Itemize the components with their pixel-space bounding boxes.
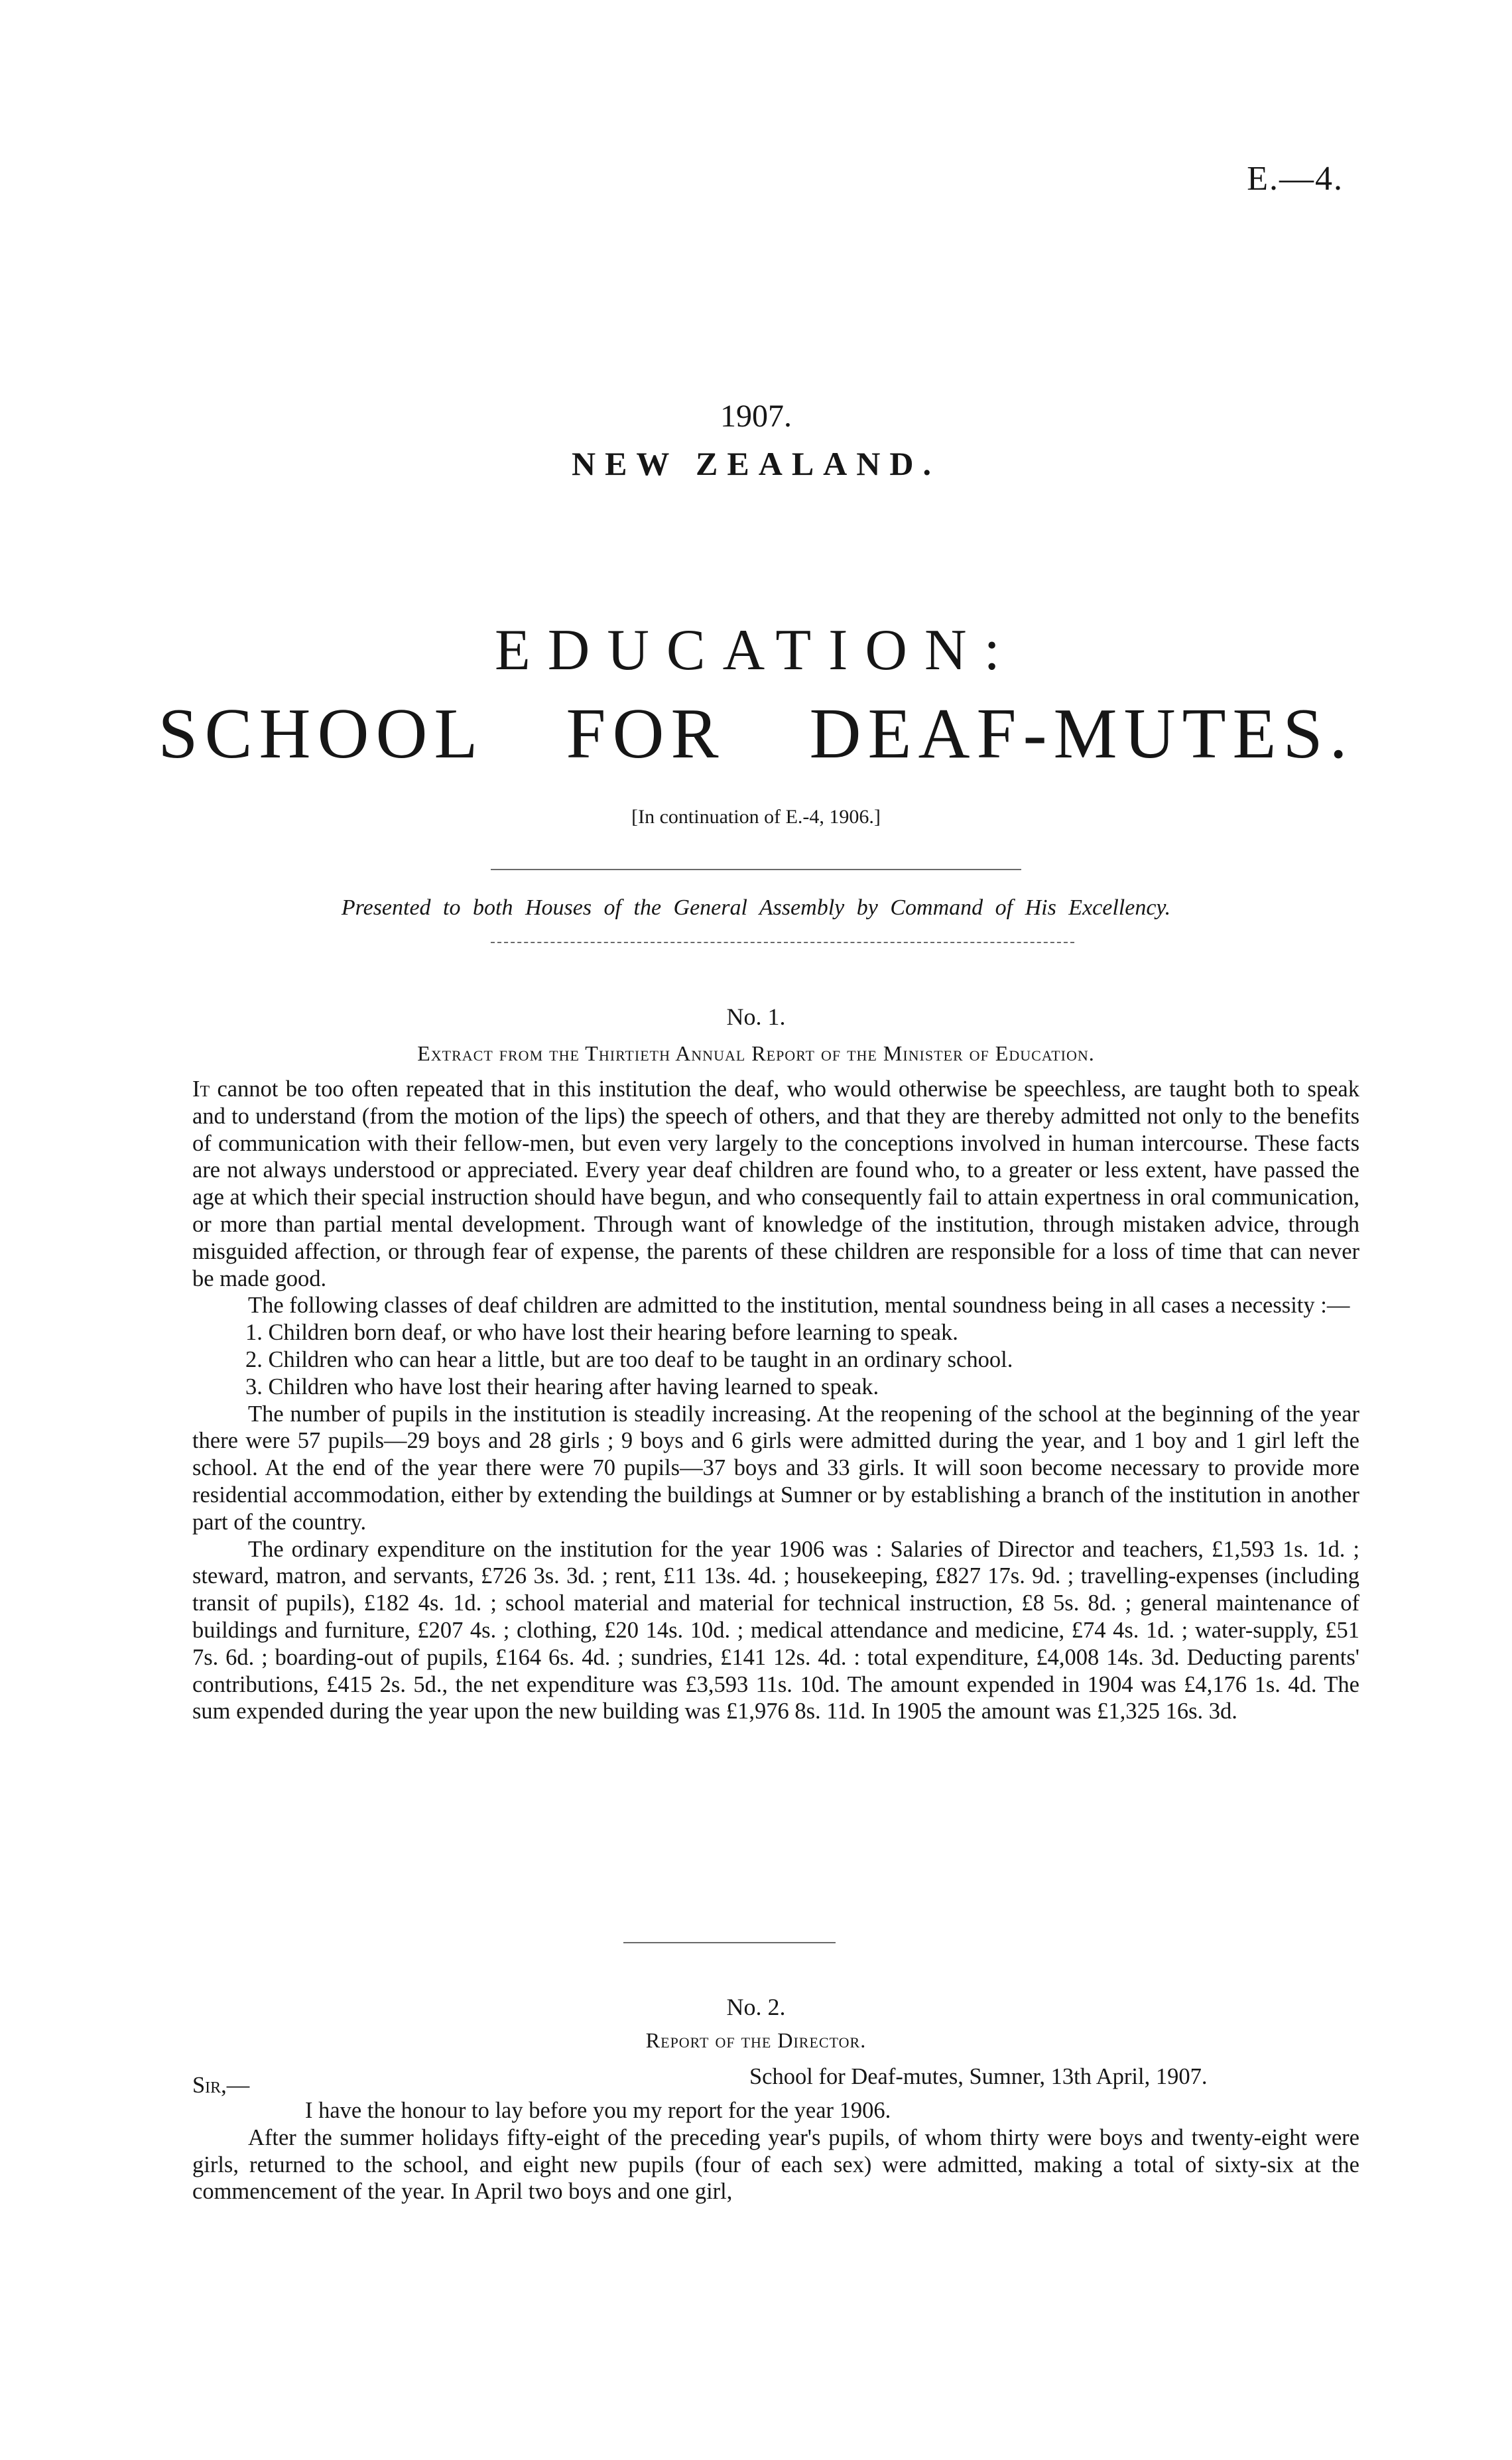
dateline: School for Deaf-mutes, Sumner, 13th April, 1907. xyxy=(749,2064,1208,2089)
section-number: No. 1. xyxy=(726,1003,786,1030)
paragraph-text: cannot be too often repeated that in this institution the deaf, who would otherwise be speechless, are taught both to speak and to understand (from the motion of the lips) the speech of others, and that they are thereby admitted not only to the benefits of communication with their fellow-men, but even very largely to the conceptions involved in human intercourse. These facts are not always understood or appreciated. Every year deaf children are found who, to a greater or less extent, have passed the age at which their special instruction should have begun, and who consequently fail to attain expertness in oral communication, or more than partial mental development. Through want of knowledge of the institution, through mistaken advice, through misguided affection, or through fear of expense, the parents of these children are responsible for a loss of time that can never be made good. xyxy=(192,1076,1359,1291)
section-2-body xyxy=(192,2097,1359,2205)
country-heading: NEW ZEALAND. xyxy=(571,445,941,482)
section-number: No. 2. xyxy=(726,1994,786,2020)
continuation-note: [In continuation of E.-4, 1906.] xyxy=(631,806,881,828)
paragraph: I have the honour to lay before you my report for the year 1906. xyxy=(305,2098,891,2123)
list-item: 2. Children who can hear a little, but are too deaf to be taught in an ordinary school. xyxy=(245,1346,1013,1372)
report-code: E.—4. xyxy=(1247,160,1344,198)
salutation: Sir,— xyxy=(192,2073,250,2098)
paragraph: The number of pupils in the institution is steadily increasing. At the reopening of the school at the beginning of the year there were 57 pupils—29 boys and 28 girls ; 9 boys and 6 girls were admitted during the year, and 1 boy and 1 girl left the school. At the end of the year there were 70 pupils—37 boys and 33 girls. It will soon become necessary to provide more residential accommodation, either by extending the buildings at Sumner or by establishing a branch of the institution in another part of the country. xyxy=(192,1401,1359,1535)
paragraph: The ordinary expenditure on the institution for the year 1906 was : Salaries of Director and teachers, £1,593 1s. 1d. ; steward, matron, and servants, £726 3s. 3d. ; rent, £11 13s. 4d. ; housekeeping, £827 17s. 9d. ; travelling-expenses (including transit of pupils), £182 4s. 1d. ; school material and material for technical instruction, £8 5s. 8d. ; general maintenance of buildings and furniture, £207 4s. ; clothing, £20 14s. 10d. ; medical attendance and medicine, £74 4s. 1d. ; water-supply, £51 7s. 6d. ; boarding-out of pupils, £164 6s. 4d. ; sundries, £141 12s. 4d. : total expenditure, £4,008 14s. 3d. Deducting parents' contributions, £415 2s. 5d., the net expenditure was £3,593 11s. 10d. The amount expended in 1904 was £4,176 1s. 4d. The sum expended during the year upon the new building was £1,976 8s. 11d. In 1905 the amount was £1,325 16s. 3d. xyxy=(192,1536,1359,1724)
paragraph xyxy=(192,1076,1359,1292)
section-1-body xyxy=(192,1076,1359,1725)
paragraph: The following classes of deaf children are admitted to the institution, mental soundness being in all cases a necessity :— xyxy=(248,1293,1350,1319)
section-divider xyxy=(623,1942,836,1943)
section-heading: Report of the Director. xyxy=(645,2028,867,2052)
section-heading: Extract from the Thirtieth Annual Report of the Minister of Education. xyxy=(417,1041,1095,1065)
bottom-rule xyxy=(491,942,1074,943)
list-item: 3. Children who have lost their hearing after having learned to speak. xyxy=(245,1374,879,1399)
top-rule xyxy=(491,869,1021,870)
presentation-line: Presented to both Houses of the General Assembly by Command of His Excellency. xyxy=(341,895,1171,920)
lead-word: It xyxy=(192,1076,210,1102)
paragraph: After the summer holidays fifty-eight of the preceding year's pupils, of whom thirty were boys and twenty-eight were girls, returned to the school, and eight new pupils (four of each sex) were admitted, making a total of sixty-six at the commencement of the year. In April two boys and one girl, xyxy=(192,2124,1359,2205)
subject-heading: EDUCATION: xyxy=(495,618,1017,682)
list-item: 1. Children born deaf, or who have lost their hearing before learning to speak. xyxy=(245,1320,958,1346)
report-year: 1907. xyxy=(720,399,792,434)
page-title: SCHOOL FOR DEAF-MUTES. xyxy=(158,694,1354,773)
